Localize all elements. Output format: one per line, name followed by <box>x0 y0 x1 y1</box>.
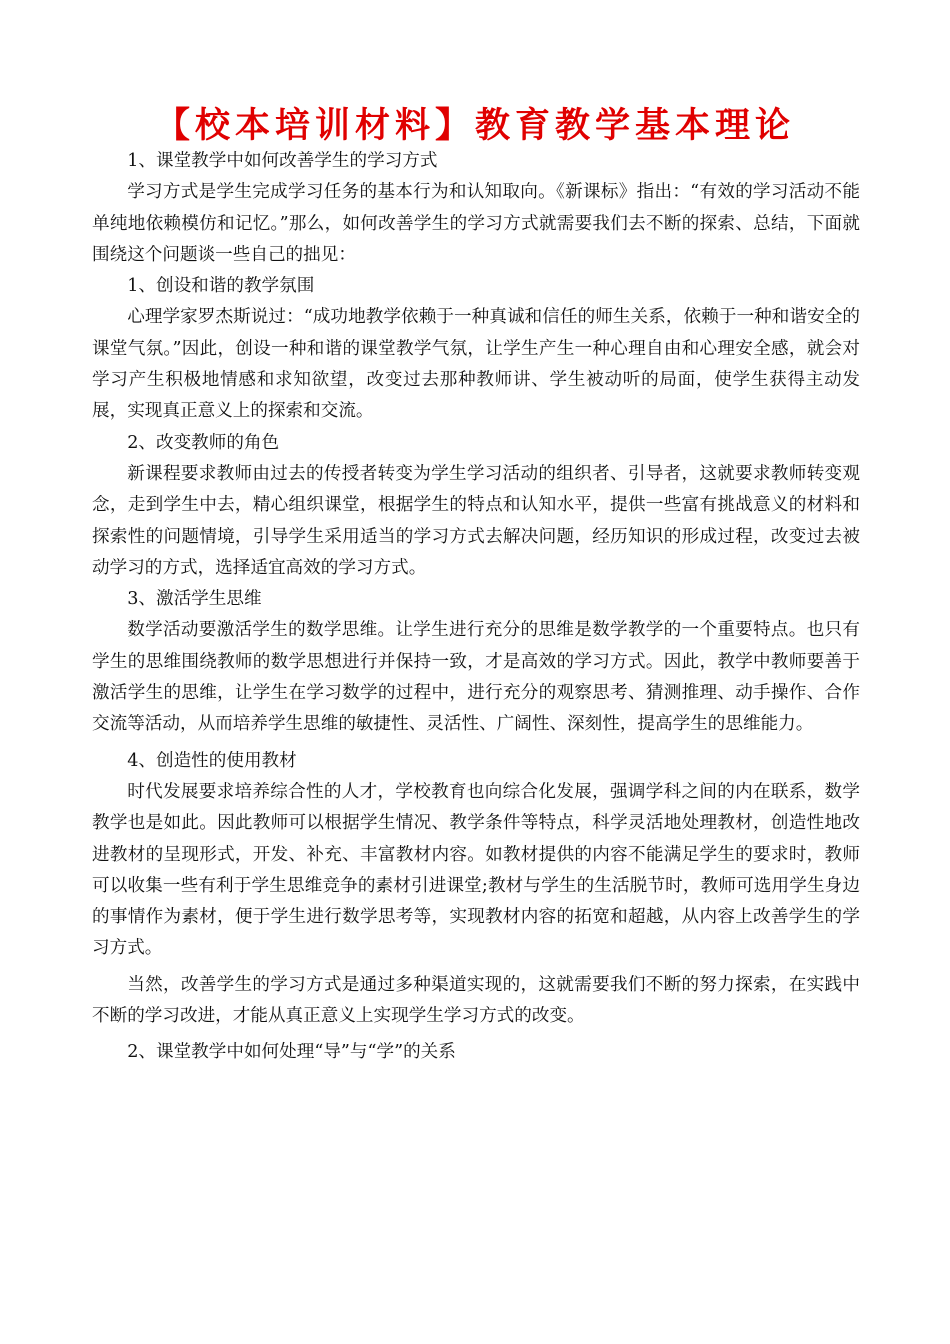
body-paragraph: 时代发展要求培养综合性的人才，学校教育也向综合化发展，强调学科之间的内在联系，数学教学也是如此。因此教师可以根据学生情况、教学条件等特点，科学灵活地处理教材，创造性地改进教材的呈现形式，开发、补充、丰富教材内容。如教材提供的内容不能满足学生的要求时，教师可以收集一些有利于学生思维竞争的素材引进课堂;教材与学生的生活脱节时，教师可选用学生身边的事情作为素材，便于学生进行数学思考等，实现教材内容的拓宽和超越，从内容上改善学生的学习方式。 <box>92 781 860 959</box>
subsection-heading: 2、改变教师的角色 <box>127 432 280 453</box>
body-paragraph: 当然，改善学生的学习方式是通过多种渠道实现的，这就需要我们不断的努力探索，在实践中不断的学习改进，才能从真正意义上实现学生学习方式的改变。 <box>92 974 860 1027</box>
body-paragraph: 数学活动要激活学生的数学思维。让学生进行充分的思维是数学教学的一个重要特点。也只有学生的思维围绕教师的数学思想进行并保持一致，才是高效的学习方式。因此，教学中教师要善于激活学生的思维，让学生在学习数学的过程中，进行充分的观察思考、猜测推理、动手操作、合作交流等活动，从而培养学生思维的敏捷性、灵活性、广阔性、深刻性，提高学生的思维能力。 <box>92 620 860 735</box>
body-paragraph: 心理学家罗杰斯说过：“成功地教学依赖于一种真诚和信任的师生关系，依赖于一种和谐安全的课堂气氛。”因此，创设一种和谐的课堂教学气氛，让学生产生一种心理自由和心理安全感，就会对学习产生积极地情感和求知欲望，改变过去那种教师讲、学生被动听的局面，使学生获得主动发展，实现真正意义上的探索和交流。 <box>92 307 860 422</box>
document-body <box>92 146 860 1069</box>
subsection-heading: 1、创设和谐的教学氛围 <box>127 276 315 297</box>
body-paragraph: 新课程要求教师由过去的传授者转变为学生学习活动的组织者、引导者，这就要求教师转变观念，走到学生中去，精心组织课堂，根据学生的特点和认知水平，提供一些富有挑战意义的材料和探索性的问题情境，引导学生采用适当的学习方式去解决问题，经历知识的形成过程，改变过去被动学习的方式，选择适宜高效的学习方式。 <box>92 463 860 578</box>
section-heading: 2、课堂教学中如何处理“导”与“学”的关系 <box>127 1042 456 1063</box>
section-heading: 1、课堂教学中如何改善学生的学习方式 <box>127 151 438 171</box>
document-title: 【校本培训材料】教育教学基本理论 <box>154 106 795 146</box>
body-paragraph: 学习方式是学生完成学习任务的基本行为和认知取向。《新课标》指出：“有效的学习活动不能单纯地依赖模仿和记忆。”那么，如何改善学生的学习方式就需要我们去不断的探索、总结，下面就围绕这个问题谈一些自己的拙见： <box>92 182 860 265</box>
subsection-heading: 4、创造性的使用教材 <box>127 750 297 771</box>
subsection-heading: 3、激活学生思维 <box>127 589 262 610</box>
